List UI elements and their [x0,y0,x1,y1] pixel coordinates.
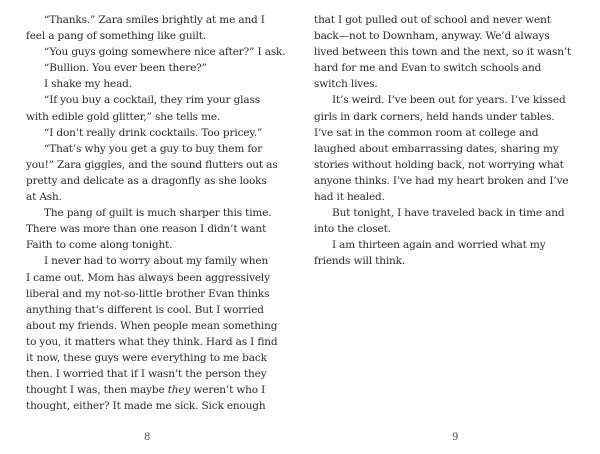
text-line: “I don’t really drink cocktails. Too pricey.” [44,126,263,139]
text-line: I never had to worry about my family when [44,255,269,268]
text-line: hard for me and Evan to switch schools and [314,62,542,75]
text-line: I shake my head. [44,78,132,91]
text-line: There was more than one reason I didn’t want [26,223,267,236]
text-line: Faith to come along tonight. [26,239,173,252]
text-line: “You guys going somewhere nice after?” I ask. [44,46,286,59]
text-line: “Thanks.” Zara smiles brightly at me and I [44,14,265,26]
text-line: liberal and my not-so-little brother Evan thinks [26,287,270,300]
text-line: thought, either? It made me sick. Sick enough [26,400,266,413]
text-line: The pang of guilt is much sharper this time. [44,207,272,220]
emphasized-word: they [167,384,191,397]
text-line: it now, these guys were everything to me back [26,351,267,364]
text-line: feel a pang of something like guilt. [26,30,206,43]
text-line: back—not to Downham, anyway. We’d always [314,30,550,43]
text-line-part: weren’t who I [190,384,266,397]
right-page-text [314,12,592,270]
page-number-right: 9 [452,432,459,443]
page-number-left: 8 [144,432,151,443]
text-line: It’s weird. I’ve been out for years. I’ve kissed [332,94,566,107]
text-line: to you, it matters what they think. Hard as I find [26,335,278,348]
text-line [26,382,288,398]
text-line: “That’s why you get a guy to buy them for [44,142,263,155]
text-line: anyone thinks. I’ve had my heart broken and I’ve [314,174,569,187]
text-line: lived between this town and the next, so it wasn’t [314,46,572,59]
right-page [300,0,600,454]
text-line: friends will think. [314,255,406,268]
text-line: then. I worried that if I wasn’t the person they [26,368,267,381]
text-line: laughed about embarrassing dates, sharing my [314,142,559,155]
text-line: I’ve sat in the common room at college and [314,126,539,139]
text-line: girls in dark corners, held hands under tables. [314,110,555,123]
text-line: you!” Zara giggles, and the sound flutters out as [26,158,278,171]
text-line: with edible gold glitter,” she tells me. [26,110,221,123]
text-line: about my friends. When people mean something [26,319,278,332]
text-line: that I got pulled out of school and never went [314,14,551,26]
text-line: stories without holding back, not worrying what [314,158,564,171]
text-line: switch lives. [314,78,378,91]
text-line: had it healed. [314,191,385,204]
left-page-text [26,12,288,414]
text-line: at Ash. [26,191,62,204]
text-line: pretty and delicate as a dragonfly as she looks [26,174,267,187]
text-line: I came out. Mom has always been aggressively [26,271,270,284]
text-line: “If you buy a cocktail, they rim your glass [44,94,260,107]
text-line-part: thought I was, then maybe [26,384,168,397]
text-line: But tonight, I have traveled back in time and [332,207,565,220]
text-line: into the closet. [314,223,391,236]
text-line: “Bullion. You ever been there?” [44,62,207,75]
text-line: I am thirteen again and worried what my [332,239,546,252]
text-line: anything that’s different is cool. But I worried [26,303,264,316]
